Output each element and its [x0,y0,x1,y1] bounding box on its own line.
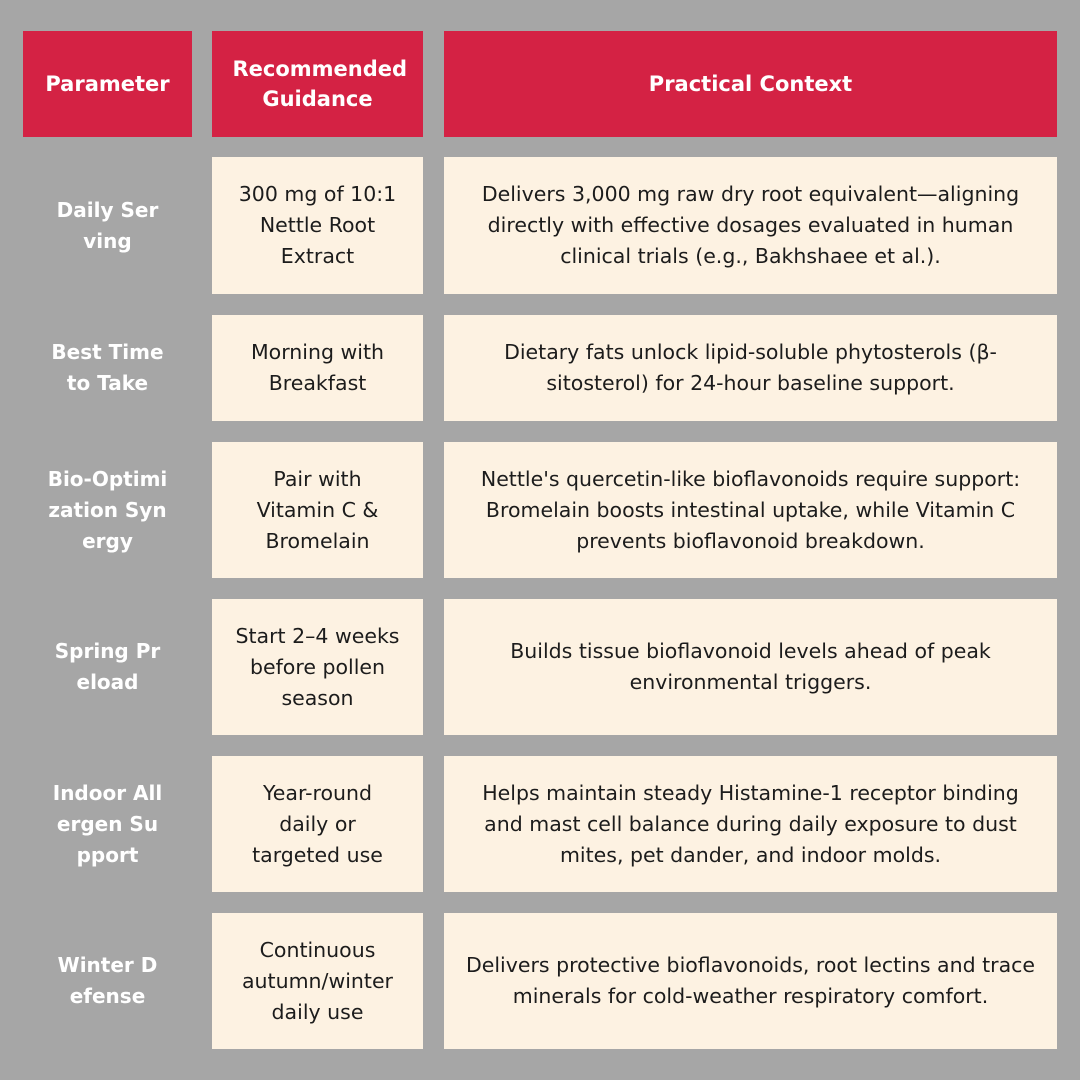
header-guidance-text: Recommended Guidance [232,57,408,111]
header-practical-context: Practical Context [444,31,1057,137]
guidance-text: Morning with Breakfast [251,340,384,395]
row-best-time-guidance [212,315,423,421]
row-bio-optimization-guidance [212,442,423,578]
header-parameter: Parameter [23,31,192,137]
row-spring-preload-guidance: Start 2–4 weeks before pollen season [212,599,423,735]
guidance-text: 300 mg of 10:1 Nettle Root Extract [238,182,397,268]
row-daily-serving-guidance [212,157,423,294]
row-best-time-parameter [23,315,192,421]
parameter-label: Winter Defense [57,953,158,1008]
row-daily-serving-parameter [23,157,192,294]
guidance-text: Year-round daily or targeted use [252,780,383,867]
guidance-text: Continuous autumn/winter daily use [242,937,393,1024]
row-winter-defense-guidance [212,913,423,1049]
row-indoor-allergen-guidance [212,756,423,892]
row-indoor-allergen-parameter [23,756,192,892]
row-indoor-allergen-context: Helps maintain steady Histamine-1 receptor binding and mast cell balance during daily exposure to dust mites, pet dander, and indoor molds. [444,756,1057,892]
row-bio-optimization-context: Nettle's quercetin-like bioflavonoids require support: Bromelain boosts intestinal uptake, while Vitamin C prevents bioflavonoid breakdown. [444,442,1057,578]
row-bio-optimization-parameter [23,442,192,578]
parameter-label: Daily Serving [56,197,159,253]
guidance-text: Pair with Vitamin C & Bromelain [256,466,379,553]
row-spring-preload-context [444,599,1057,735]
parameter-label: Spring Preload [54,639,161,694]
row-winter-defense-parameter [23,913,192,1049]
parameter-label: Indoor Allergen Support [52,780,163,867]
row-winter-defense-context: Delivers protective bioflavonoids, root lectins and trace minerals for cold-weather respiratory comfort. [444,913,1057,1049]
row-daily-serving-context: Delivers 3,000 mg raw dry root equivalent—aligning directly with effective dosages evaluated in human clinical trials (e.g., Bakhshaee et al.). [444,157,1057,294]
row-best-time-context [444,315,1057,421]
header-recommended-guidance [212,31,423,137]
parameter-label: Best Time to Take [51,340,164,395]
row-spring-preload-parameter [23,599,192,735]
context-text: Dietary fats unlock lipid-soluble phytosterols (β-sitosterol) for 24-hour baseline support. [504,340,997,395]
parameter-label: Bio-Optimization Synergy [47,466,168,553]
context-text: Builds tissue bioflavonoid levels ahead of peak environmental triggers. [510,639,991,694]
